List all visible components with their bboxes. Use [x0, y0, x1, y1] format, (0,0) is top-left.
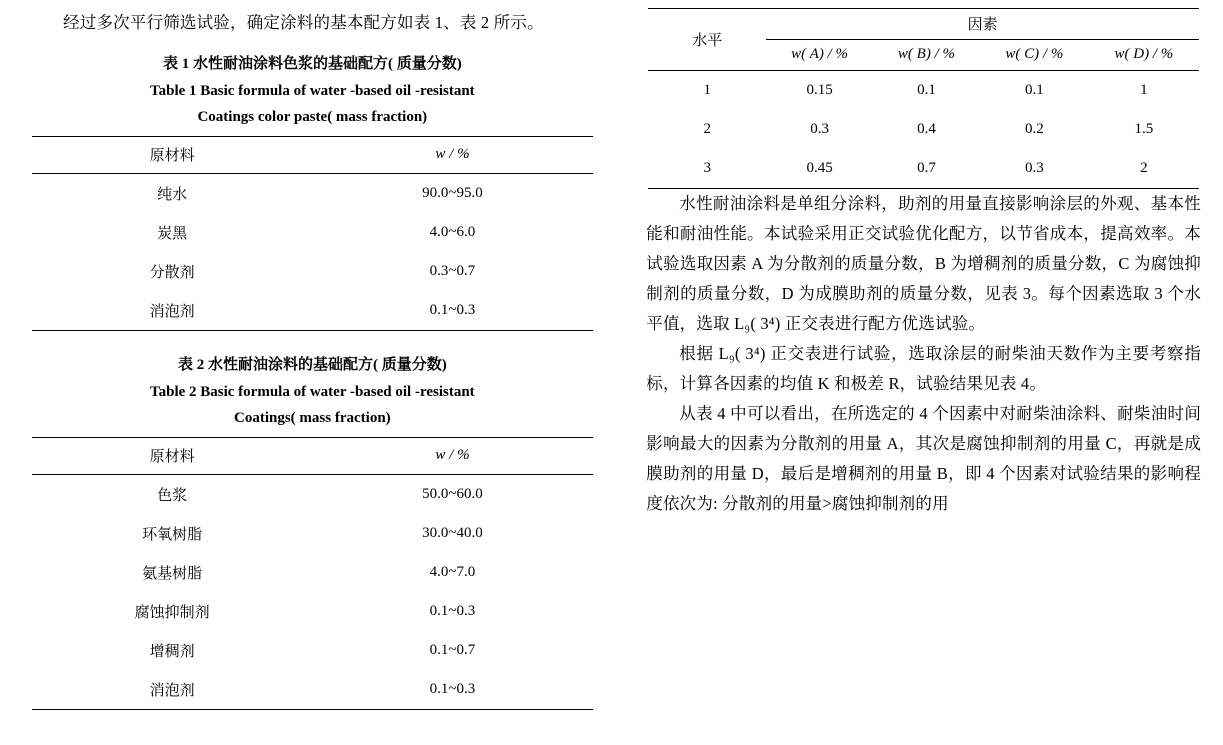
table3-col-header-wc: w( C) / % — [1005, 46, 1064, 62]
table1-header-row — [32, 137, 593, 174]
left-column — [30, 8, 605, 745]
table3-wrapper — [646, 8, 1201, 189]
table3-cell-wd: 1 — [1140, 82, 1148, 98]
table-row — [32, 213, 593, 252]
table3-cell-level: 3 — [703, 160, 712, 176]
table-row — [32, 174, 593, 214]
table3-cell-wc: 0.2 — [1024, 121, 1044, 137]
table3-cell-wb: 0.1 — [917, 82, 936, 98]
table2-cell-material: 氨基树脂 — [142, 566, 203, 582]
table1 — [32, 136, 593, 331]
table-row — [32, 514, 593, 553]
table-row — [648, 149, 1199, 189]
table3-cell-wb: 0.7 — [917, 160, 936, 176]
table1-col-header-material: 原材料 — [149, 148, 195, 164]
table2 — [32, 437, 593, 710]
table1-caption-cn: 表 1 水性耐油涂料色浆的基础配方( 质量分数) — [162, 56, 462, 72]
table2-header-row — [32, 438, 593, 475]
table1-caption-en-line2: Coatings color paste( mass fraction) — [197, 109, 428, 125]
table3-cell-wc: 0.1 — [1024, 82, 1044, 98]
table1-cell-value: 4.0~6.0 — [429, 224, 476, 240]
table-row — [32, 291, 593, 331]
table1-col-header-w: w / % — [435, 146, 470, 162]
table1-cell-material: 纯水 — [157, 187, 188, 203]
table3-cell-wa: 0.45 — [806, 160, 833, 176]
table2-cell-value: 0.1~0.7 — [429, 642, 476, 658]
table2-cell-material: 增稠剂 — [149, 644, 195, 660]
table3-cell-wa: 0.15 — [806, 82, 833, 98]
table2-cell-value: 0.1~0.3 — [429, 681, 476, 697]
table2-cell-value: 0.1~0.3 — [429, 603, 476, 619]
table3-cell-level: 1 — [703, 82, 712, 98]
table2-wrapper — [30, 437, 595, 710]
table2-cell-value: 4.0~7.0 — [429, 564, 476, 580]
right-paragraph-2: 根据 L₉( 3⁴) 正交表进行试验，选取涂层的耐柴油天数作为主要考察指标，计算各因素的均值 K 和极差 R，试验结果见表 4。 — [646, 344, 1202, 393]
table3-col-header-factor: 因素 — [766, 9, 1199, 40]
table2-cell-value: 50.0~60.0 — [422, 486, 483, 502]
table3-col-header-level: 水平 — [692, 33, 723, 49]
table-row — [32, 631, 593, 670]
table1-cell-material: 炭黑 — [157, 226, 188, 242]
table2-col-header-w: w / % — [435, 447, 470, 463]
table-row — [648, 110, 1199, 149]
table1-head — [32, 137, 593, 174]
table3-head — [648, 9, 1199, 71]
table2-caption-en-line2: Coatings( mass fraction) — [234, 410, 391, 426]
table1-cell-material: 分散剂 — [149, 265, 195, 281]
table1-cell-value: 90.0~95.0 — [422, 185, 483, 201]
table2-cell-value: 30.0~40.0 — [422, 525, 483, 541]
table-row — [648, 71, 1199, 111]
table-row — [32, 252, 593, 291]
table3-col-header-wd: w( D) / % — [1114, 46, 1174, 62]
table3-factor-levels — [648, 8, 1199, 189]
table3-cell-wd: 2 — [1140, 160, 1148, 176]
table2-caption-cn: 表 2 水性耐油涂料的基础配方( 质量分数) — [177, 357, 447, 373]
table1-cell-value: 0.1~0.3 — [429, 302, 476, 318]
table1-cell-value: 0.3~0.7 — [429, 263, 476, 279]
table1-caption-en-line1: Table 1 Basic formula of water -based oil -resistant — [149, 83, 475, 99]
right-paragraph-3: 从表 4 中可以看出，在所选定的 4 个因素中对耐柴油涂料、耐柴油时间影响最大的因素为分散剂的用量 A，其次是腐蚀抑制剂的用量 C，再就是成膜助剂的用量 D，最后是增稠剂的用量 B，即 4 个因素对试验结果的影响程度依次为: 分散剂的用量>腐蚀抑制剂的用 — [646, 404, 1202, 513]
table-row — [32, 475, 593, 515]
table-row — [32, 670, 593, 710]
table1-body — [32, 174, 593, 331]
table3-cell-wa: 0.3 — [810, 121, 829, 137]
table2-col-header-material: 原材料 — [149, 449, 195, 465]
table3-body — [648, 71, 1199, 189]
table1-wrapper — [30, 136, 595, 331]
table2-cell-material: 消泡剂 — [149, 683, 195, 699]
table3-cell-wb: 0.4 — [917, 121, 936, 137]
table2-head — [32, 438, 593, 475]
table-row — [32, 592, 593, 631]
table-row — [32, 553, 593, 592]
table3-col-header-wa: w( A) / % — [791, 46, 848, 62]
table3-cell-wd: 1.5 — [1134, 121, 1154, 137]
table2-cell-material: 腐蚀抑制剂 — [134, 605, 210, 621]
right-column — [646, 8, 1201, 745]
table1-cell-material: 消泡剂 — [149, 304, 195, 320]
column-gutter — [605, 8, 647, 745]
intro-paragraph: 经过多次平行筛选试验，确定涂料的基本配方如表 1、表 2 所示。 — [63, 13, 544, 32]
table3-header-row-1 — [648, 9, 1199, 40]
table2-cell-material: 色浆 — [157, 488, 188, 504]
table3-col-header-wb: w( B) / % — [897, 46, 955, 62]
table2-cell-material: 环氧树脂 — [142, 527, 203, 543]
table3-cell-level: 2 — [703, 121, 712, 137]
table3-cell-wc: 0.3 — [1024, 160, 1044, 176]
right-paragraph-1: 水性耐油涂料是单组分涂料，助剂的用量直接影响涂层的外观、基本性能和耐油性能。本试验采用正交试验优化配方，以节省成本，提高效率。本试验选取因素 A 为分散剂的质量分数，B 为增稠剂的质量分数，C 为腐蚀抑制剂的质量分数，D 为成膜助剂的质量分数，见表 3。每个因素选取 3 个水平值，选取 L₉( 3⁴) 正交表进行配方优选试验。 — [646, 194, 1202, 333]
table2-caption-en-line1: Table 2 Basic formula of water -based oil -resistant — [149, 384, 475, 400]
table2-body — [32, 475, 593, 710]
